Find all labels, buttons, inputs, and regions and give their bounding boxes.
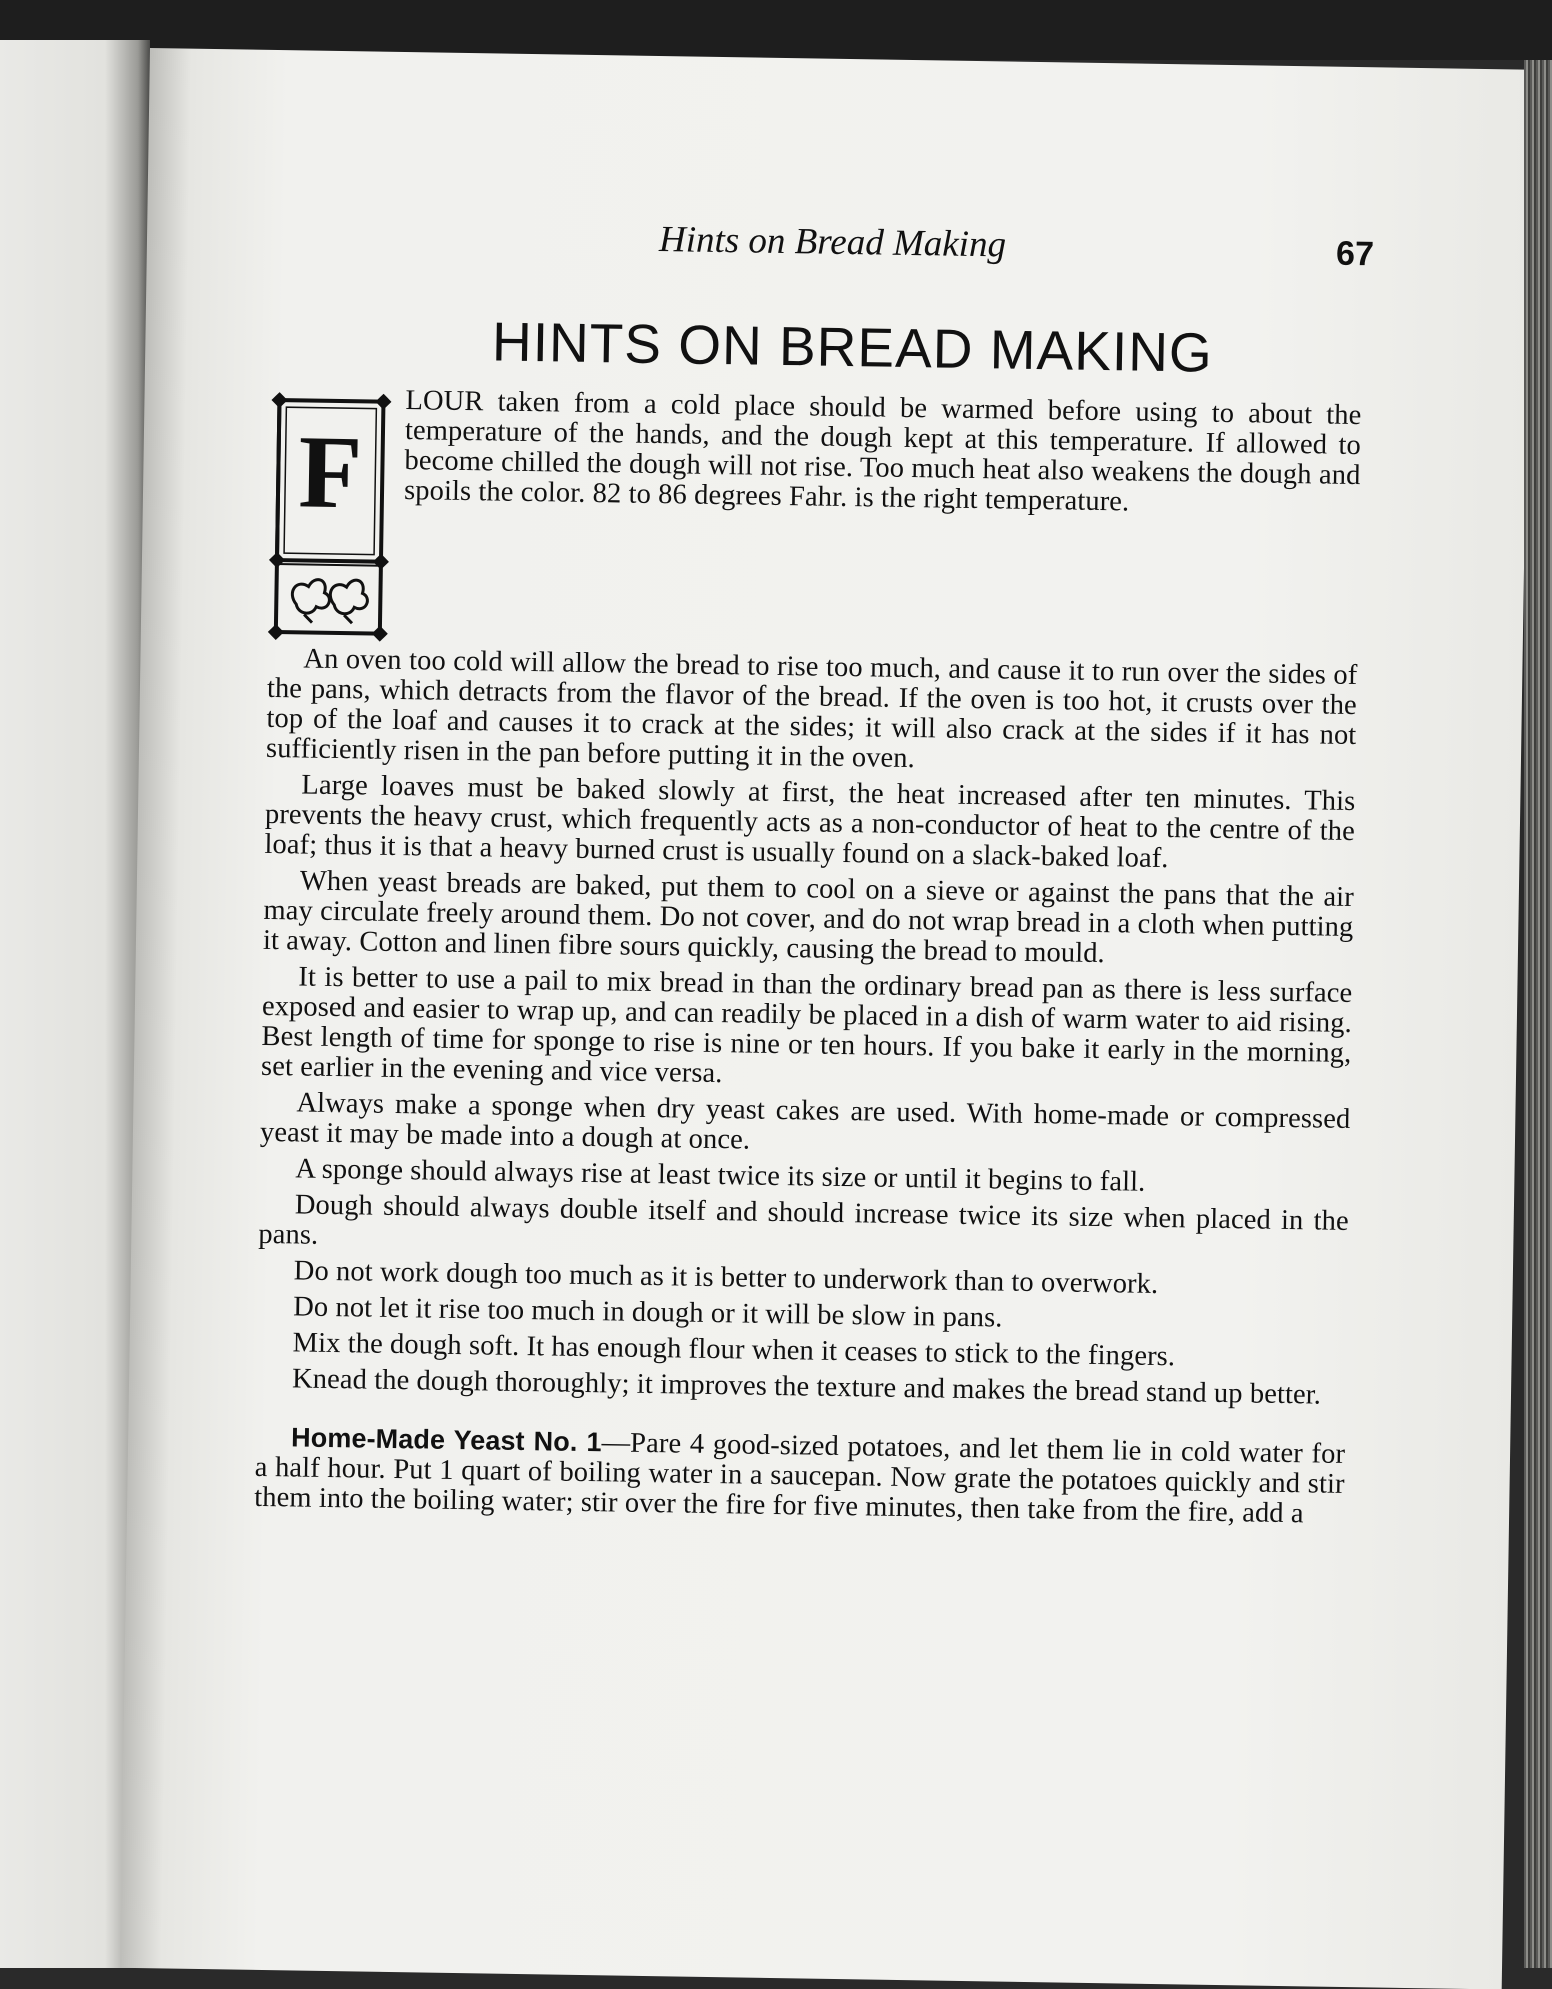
paragraph-8: Dough should always double itself and should increase twice its size when placed in the pans. (258, 1189, 1349, 1251)
paragraph-9: Do not work dough too much as it is better to underwork than to overwork. (293, 1255, 1159, 1300)
running-head (274, 200, 1375, 287)
paragraph-1: LOUR taken from a cold place should be warmed before using to about the temperature of the hands, and the dough kept at this temperature. If allowed to become chilled the dough will not rise. Too much heat also weakens the dough and spoils the color. 82 to 86 degrees Fahr. is the right temperature. (403, 385, 1362, 518)
paragraph-2: An oven too cold will allow the bread to rise too much, and cause it to run over the sides of the pans, which detracts from the flavor of the bread. If the oven is too hot, it crusts over the top of the loaf and causes it to crack at the sides; it will also crack at the sides if it has not sufficiently risen in the pan before putting it in the oven. (265, 643, 1358, 775)
paragraph-7: A sponge should always rise at least twice its size or until it begins to fall. (295, 1153, 1146, 1198)
page-number: 67 (1335, 234, 1375, 274)
opening-paragraph (268, 384, 1362, 661)
recipe-text: —Pare 4 good-sized potatoes, and let them lie in cold water for a half hour. Put 1 quart of boiling water in a saucepan. Now grate the potatoes quickly and stir them into the boiling water; stir over the fire for five minutes, then take from the fire, add a (254, 1427, 1346, 1530)
book-page (120, 48, 1532, 1989)
page-content (254, 200, 1375, 1530)
running-head-title: Hints on Bread Making (658, 219, 1007, 266)
paragraph-5: It is better to use a pail to mix bread in than the ordinary bread pan as there is less surface exposed and easier to wrap up, and can readily be placed in a dish of warm water to aid rising. Best length of time for sponge to rise is nine or ten hours. If you bake it early in the morning, set earlier in the evening and vice versa. (260, 961, 1353, 1090)
recipe-title: Home-Made Yeast No. 1 (290, 1422, 602, 1458)
chapter-title: HINTS ON BREAD MAKING (491, 310, 1214, 384)
paragraph-4: When yeast breads are baked, put them to cool on a sieve or against the pans that the air may circulate freely around them. Do not cover, and do not wrap bread in a cloth when putting it away. Cotton and linen fibre sours quickly, causing the bread to mould. (262, 865, 1355, 970)
paragraph-3: Large loaves must be baked slowly at first, the heat increased after ten minutes. This prevents the heavy crust, which frequently acts as a non-conductor of heat to the centre of the loaf; thus it is that a heavy burned crust is usually found on a slack-baked loaf. (264, 769, 1356, 875)
recipe-paragraph (254, 1422, 1345, 1530)
dropcap-letter: F (297, 414, 364, 531)
paragraph-10: Do not let it rise too much in dough or it will be slow in pans. (293, 1291, 1003, 1334)
ornamental-dropcap (268, 392, 392, 646)
paragraph-12: Knead the dough thoroughly; it improves the texture and makes the bread stand up better. (291, 1363, 1322, 1411)
recipe-home-made-yeast (254, 1422, 1345, 1530)
book-page-stack-edge (1524, 60, 1552, 1968)
paragraph-11: Mix the dough soft. It has enough flour when it ceases to stick to the fingers. (292, 1327, 1176, 1373)
paragraph-6: Always make a sponge when dry yeast cakes are used. With home-made or compressed yeast it may be made into a dough at once. (259, 1087, 1351, 1156)
